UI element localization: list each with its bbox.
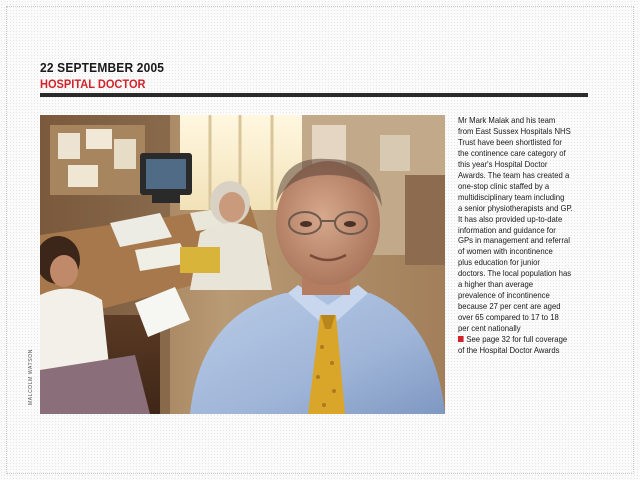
caption-line: plus education for junior [458, 257, 540, 268]
photo-credit: MALCOLM WATSON [28, 349, 34, 405]
header-rule [40, 93, 588, 97]
caption-line: over 65 compared to 17 to 18 [458, 312, 559, 323]
caption-line: Mr Mark Malak and his team [458, 115, 556, 125]
caption-line: GPs in management and referral [458, 235, 570, 246]
caption-line: one-stop clinic staffed by a [458, 180, 550, 191]
article-caption [458, 115, 590, 356]
caption-line: this year's Hospital Doctor [458, 158, 548, 169]
caption-line: a senior physiotherapists and GP. [458, 202, 573, 213]
see-also-line [458, 334, 590, 345]
caption-line: doctors. The local population has [458, 268, 572, 279]
publication-name: HOSPITAL DOCTOR [40, 77, 146, 91]
caption-line: per cent nationally [458, 323, 521, 334]
caption-line: multidisciplinary team including [458, 191, 565, 202]
article-photo [40, 115, 445, 414]
see-also-line: of the Hospital Doctor Awards [458, 345, 560, 356]
caption-line: Awards. The team has created a [458, 169, 570, 180]
caption-line: the continence care category of [458, 147, 566, 158]
caption-line: of women with incontinence [458, 246, 553, 257]
caption-line: It has also provided up-to-date [458, 213, 563, 224]
caption-line: from East Sussex Hospitals NHS [458, 125, 571, 136]
caption-line: a higher than average [458, 279, 534, 290]
red-square-bullet-icon [458, 336, 464, 342]
caption-line: information and guidance for [458, 224, 556, 235]
caption-line: because 27 per cent are aged [458, 301, 561, 312]
see-also-text: See page 32 for full coverage [466, 334, 568, 345]
caption-line: prevalence of incontinence [458, 290, 550, 301]
issue-date: 22 SEPTEMBER 2005 [40, 60, 165, 75]
caption-line: Trust have been shortlisted for [458, 136, 562, 147]
photo-illustration [40, 115, 445, 414]
